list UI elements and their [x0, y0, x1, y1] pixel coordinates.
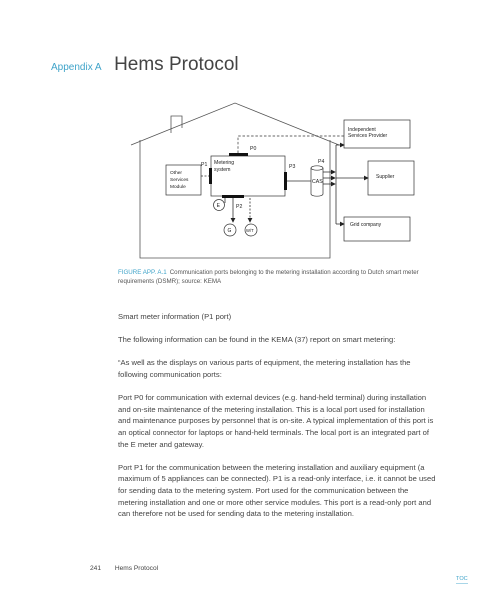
page-title: Hems Protocol	[114, 54, 239, 75]
wt-meter-label: W/T	[246, 228, 254, 233]
grid-company-box	[344, 217, 410, 241]
isp-label-line1: Independent	[348, 127, 376, 133]
section-heading: Smart meter information (P1 port)	[118, 312, 232, 321]
port-p1-bar	[209, 168, 212, 184]
port-p3-bar	[284, 172, 287, 190]
port-p2-label: P2	[236, 204, 243, 210]
body-text	[118, 311, 436, 531]
cas-label: CAS	[312, 179, 323, 185]
figure-label: FIGURE APP. A.1	[118, 269, 167, 276]
other-services-line1: Other	[170, 171, 182, 176]
e-meter-label: E	[216, 203, 220, 209]
grid-company-label: Grid company	[350, 222, 382, 228]
metering-label-line1: Metering	[214, 160, 235, 166]
port-p0-bar	[229, 153, 248, 156]
paragraph-quote: “As well as the displays on various parts of equipment, the metering installation has the following communication ports:	[118, 358, 411, 379]
paragraph-intro: The following information can be found in the KEMA (37) report on smart metering:	[118, 335, 396, 345]
port-p0-label: P0	[250, 146, 257, 152]
page-footer	[90, 565, 158, 572]
paragraph-port-p0: Port P0 for communication with external devices (e.g. hand-held terminal) during installation and on-site maintenance of the metering installation. This is a local port used for installation and maintenance purposes by personnel that is on-site. A typical implementation of this port is an optical connector for laptops or hand-held terminals. The local port is an integrated part of the E meter and gateway.	[118, 393, 434, 449]
footer-section: Hems Protocol	[114, 565, 159, 572]
p2-links	[225, 198, 250, 222]
appendix-label: Appendix A	[51, 62, 102, 73]
figure-caption-text: Communication ports belonging to the metering installation according to Dutch smart meter requirements (DSMR); source: KEMA	[118, 269, 419, 285]
port-p2-bar	[222, 195, 244, 198]
other-services-line3: Module	[170, 185, 186, 190]
isp-label-line2: Services Provider	[348, 133, 388, 139]
port-p4-label: P4	[318, 159, 325, 165]
figure-caption	[118, 268, 438, 286]
port-p3-label: P3	[289, 164, 296, 170]
page-number: 241	[90, 565, 102, 572]
port-p1-label: P1	[201, 162, 208, 168]
g-meter-label: G	[227, 228, 232, 234]
toc-link[interactable]: TOC	[456, 576, 468, 582]
metering-label-line2: system	[214, 167, 231, 173]
paragraph-port-p1: Port P1 for the communication between the metering installation and auxiliary equipment (a maximum of 5 appliances can be connected). P1 is a read-only interface, i.e. it cannot be used for sending data to the metering system. Port used for the communication between the metering installation and one or more other service modules. This port is a read-only port and can therefore not be used for sending data to the metering installation.	[118, 462, 436, 519]
supplier-label: Supplier	[376, 174, 395, 180]
other-services-line2: Services	[170, 178, 189, 183]
